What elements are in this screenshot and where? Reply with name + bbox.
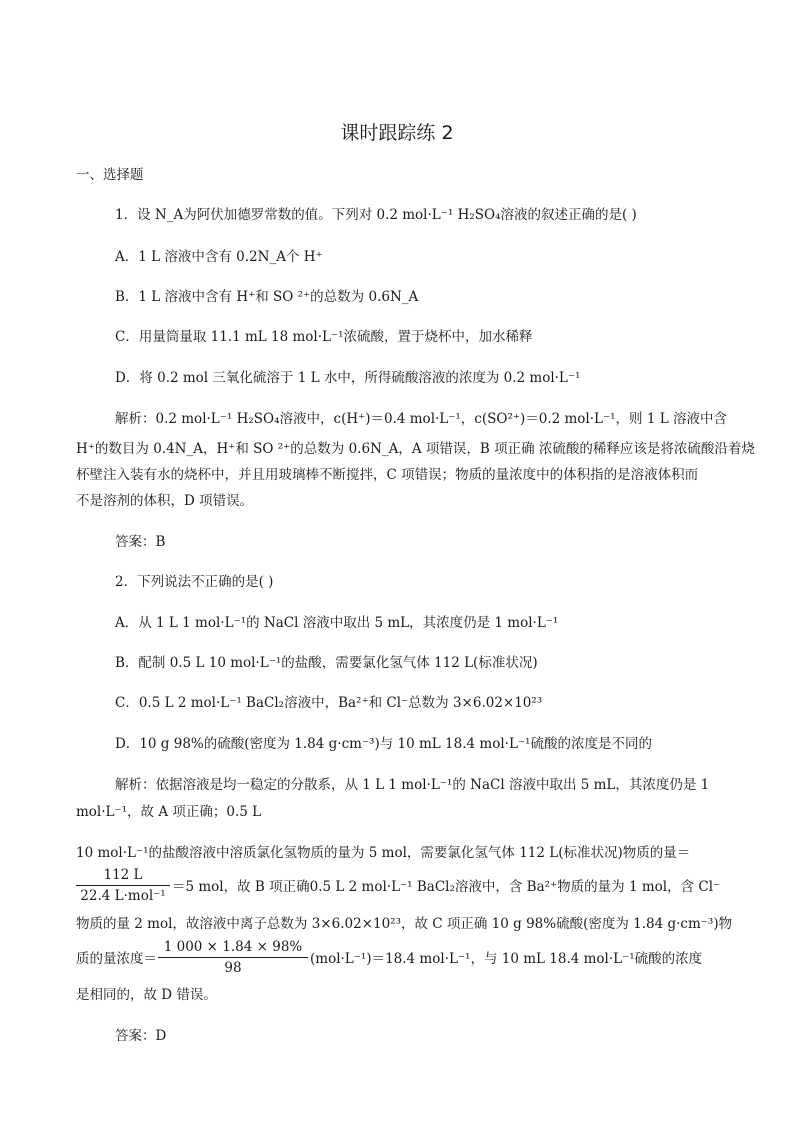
fraction-numerator: 1 000 × 1.84 × 98% [163,939,303,955]
page-title: 课时跟踪练 2 [340,122,454,144]
q2-analysis-prefix: 质的量浓度＝ [76,951,157,967]
q2-option-a: A．从 1 L 1 mol·L⁻¹的 NaCl 溶液中取出 5 mL，其浓度仍是 1 mol·L⁻¹ [115,615,559,631]
fraction-denominator: 22.4 L·mol⁻¹ [80,888,166,904]
q2-analysis-line: 10 mol·L⁻¹的盐酸溶液中溶质氯化氢物质的量为 5 mol，需要氯化氢气体 112 L(标准状况)物质的量＝ [76,845,691,861]
q2-analysis-line: 物质的量 2 mol，故溶液中离子总数为 3×6.02×10²³，故 C 项正确 10 g 98%硫酸(密度为 1.84 g·cm⁻³)物 [76,916,733,932]
q1-option-a: A．1 L 溶液中含有 0.2N_A个 H⁺ [115,249,323,265]
q1-stem: 1．设 N_A为阿伏加德罗常数的值。下列对 0.2 mol·L⁻¹ H₂SO₄溶液的叙述正确的是( ) [115,207,637,223]
q1-analysis-line: 杯壁注入装有水的烧杯中，并且用玻璃棒不断搅拌，C 项错误；物质的量浓度中的体积指的是溶液体积而 [76,467,699,483]
q2-answer: 答案：D [115,1028,167,1044]
q1-option-c: C．用量筒量取 11.1 mL 18 mol·L⁻¹浓硫酸，置于烧杯中，加水稀释 [115,329,533,345]
q1-analysis-line: 解析：0.2 mol·L⁻¹ H₂SO₄溶液中，c(H⁺)＝0.4 mol·L⁻¹，c(SO²⁺)＝0.2 mol·L⁻¹，则 1 L 溶液中含 [115,411,727,427]
q1-analysis-line: 不是溶剂的体积，D 项错误。 [76,493,254,509]
q2-analysis-line: 是相同的，故 D 错误。 [76,987,217,1003]
fraction-bar [158,957,308,958]
fraction-concentration [158,938,308,977]
q2-analysis-suffix: (mol·L⁻¹)＝18.4 mol·L⁻¹，与 10 mL 18.4 mol·L⁻¹硫酸的浓度 [310,951,703,967]
q2-stem: 2．下列说法不正确的是( ) [115,574,274,590]
q2-analysis-line: ＝5 mol，故 B 项正确0.5 L 2 mol·L⁻¹ BaCl₂溶液中，含 Ba²⁺物质的量为 1 mol，含 Cl⁻ [172,879,721,895]
q1-analysis-line: H⁺的数目为 0.4N_A，H⁺和 SO ²⁺的总数为 0.6N_A，A 项错误，B 项正确 浓硫酸的稀释应该是将浓硫酸沿着烧 [76,441,755,457]
fraction-denominator: 98 [224,960,242,976]
q2-option-d: D．10 g 98%的硫酸(密度为 1.84 g·cm⁻³)与 10 mL 18.4 mol·L⁻¹硫酸的浓度是不同的 [115,736,652,752]
q1-option-d: D．将 0.2 mol 三氧化硫溶于 1 L 水中，所得硫酸溶液的浓度为 0.2 mol·L⁻¹ [115,370,581,386]
q2-option-c: C．0.5 L 2 mol·L⁻¹ BaCl₂溶液中，Ba²⁺和 Cl⁻总数为 3×6.02×10²³ [115,695,543,711]
q2-analysis-line: mol·L⁻¹，故 A 项正确；0.5 L [76,804,262,820]
fraction-numerator: 112 L [103,867,143,883]
fraction-bar [76,885,170,886]
q1-option-b: B．1 L 溶液中含有 H⁺和 SO ²⁺的总数为 0.6N_A [115,289,419,305]
fraction-molar-volume [76,866,170,905]
q2-option-b: B．配制 0.5 L 10 mol·L⁻¹的盐酸，需要氯化氢气体 112 L(标准状况) [115,655,538,671]
q2-analysis-line: 解析：依据溶液是均一稳定的分散系，从 1 L 1 mol·L⁻¹的 NaCl 溶液中取出 5 mL，其浓度仍是 1 [115,777,710,793]
section-heading: 一、选择题 [76,167,144,183]
q1-answer: 答案：B [115,534,166,550]
